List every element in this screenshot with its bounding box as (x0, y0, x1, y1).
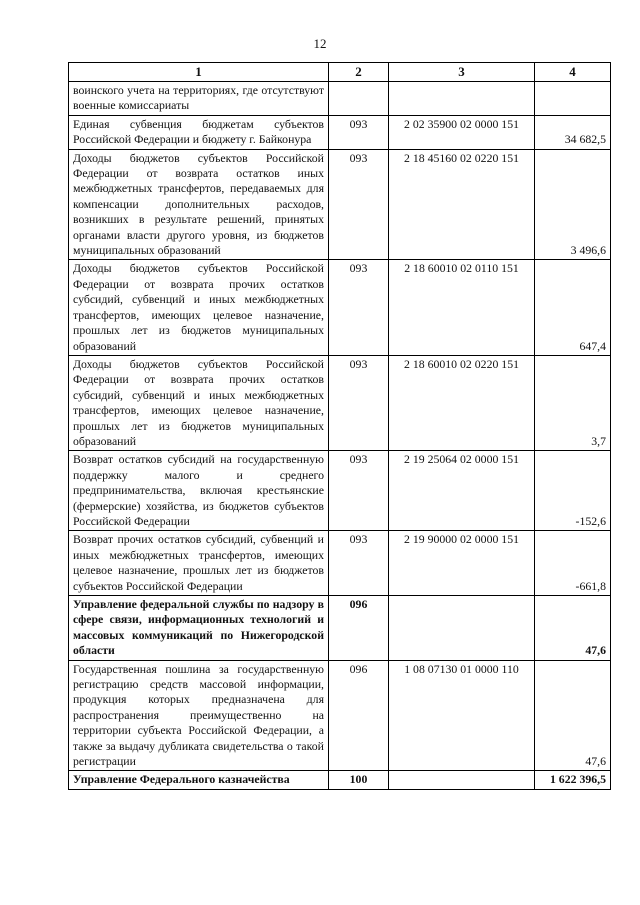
table-row (69, 451, 611, 531)
row-classification-code-cell (389, 596, 535, 661)
row-name-cell: Доходы бюджетов субъектов Российской Федерации от возврата остатков иных межбюджетных трансфертов, передаваемых для компенсации дополнительных расходов, возникших в результате решений, принятых органами власти другого уровня, из бюджетов муниципальных образований (69, 149, 329, 260)
row-admin-code-cell: 093 (329, 451, 389, 531)
row-classification-code-cell: 2 18 60010 02 0110 151 (389, 260, 535, 355)
row-name-cell: Возврат остатков субсидий на государственную поддержку малого и среднего предпринимательства, включая крестьянские (фермерские) хозяйства, из бюджетов субъектов Российской Федерации (69, 451, 329, 531)
header-col-4: 4 (535, 63, 611, 82)
row-name-cell: Единая субвенция бюджетам субъектов Российской Федерации и бюджету г. Байконура (69, 115, 329, 149)
row-amount-cell (535, 82, 611, 116)
row-name-cell: Управление федеральной службы по надзору в сфере связи, информационных технологий и массовых коммуникаций по Нижегородской области (69, 596, 329, 661)
row-admin-code-cell: 096 (329, 596, 389, 661)
row-admin-code-cell: 093 (329, 531, 389, 596)
table-row (69, 771, 611, 789)
row-admin-code-cell: 093 (329, 260, 389, 355)
row-amount-cell: 647,4 (535, 260, 611, 355)
row-admin-code-cell (329, 82, 389, 116)
table-row (69, 531, 611, 596)
row-amount-cell: 47,6 (535, 596, 611, 661)
table-row (69, 82, 611, 116)
table-row (69, 355, 611, 450)
row-amount-cell: 3 496,6 (535, 149, 611, 260)
row-name-cell: Управление Федерального казначейства (69, 771, 329, 789)
budget-table (68, 62, 611, 790)
table-row (69, 660, 611, 771)
row-amount-cell: 1 622 396,5 (535, 771, 611, 789)
page-number: 12 (313, 36, 327, 51)
header-row (69, 63, 611, 82)
row-admin-code-cell: 093 (329, 115, 389, 149)
row-amount-cell: 47,6 (535, 660, 611, 771)
row-classification-code-cell: 2 19 25064 02 0000 151 (389, 451, 535, 531)
row-admin-code-cell: 100 (329, 771, 389, 789)
row-classification-code-cell: 2 02 35900 02 0000 151 (389, 115, 535, 149)
row-amount-cell: -152,6 (535, 451, 611, 531)
row-amount-cell: 3,7 (535, 355, 611, 450)
row-classification-code-cell: 2 18 60010 02 0220 151 (389, 355, 535, 450)
row-admin-code-cell: 096 (329, 660, 389, 771)
table-row (69, 149, 611, 260)
row-admin-code-cell: 093 (329, 149, 389, 260)
row-classification-code-cell: 2 19 90000 02 0000 151 (389, 531, 535, 596)
row-classification-code-cell: 1 08 07130 01 0000 110 (389, 660, 535, 771)
row-amount-cell: 34 682,5 (535, 115, 611, 149)
row-name-cell: воинского учета на территориях, где отсутствуют военные комиссариаты (69, 82, 329, 116)
row-name-cell: Государственная пошлина за государственную регистрацию средств массовой информации, продукция которых предназначена для распространения преимущественно на территории субъекта Российской Федерации, а также за выдачу дубликата свидетельства о такой регистрации (69, 660, 329, 771)
header-col-1: 1 (69, 63, 329, 82)
row-classification-code-cell (389, 82, 535, 116)
row-classification-code-cell (389, 771, 535, 789)
row-admin-code-cell: 093 (329, 355, 389, 450)
header-col-2: 2 (329, 63, 389, 82)
row-classification-code-cell: 2 18 45160 02 0220 151 (389, 149, 535, 260)
row-name-cell: Доходы бюджетов субъектов Российской Федерации от возврата прочих остатков субсидий, субвенций и иных межбюджетных трансфертов, имеющих целевое назначение, прошлых лет из бюджетов муниципальных образований (69, 355, 329, 450)
table-row (69, 260, 611, 355)
table-row (69, 596, 611, 661)
table-row (69, 115, 611, 149)
row-amount-cell: -661,8 (535, 531, 611, 596)
row-name-cell: Возврат прочих остатков субсидий, субвенций и иных межбюджетных трансфертов, имеющих целевое назначение, прошлых лет из бюджетов субъектов Российской Федерации (69, 531, 329, 596)
header-col-3: 3 (389, 63, 535, 82)
row-name-cell: Доходы бюджетов субъектов Российской Федерации от возврата прочих остатков субсидий, субвенций и иных межбюджетных трансфертов, имеющих целевое назначение, прошлых лет из бюджетов муниципальных образований (69, 260, 329, 355)
